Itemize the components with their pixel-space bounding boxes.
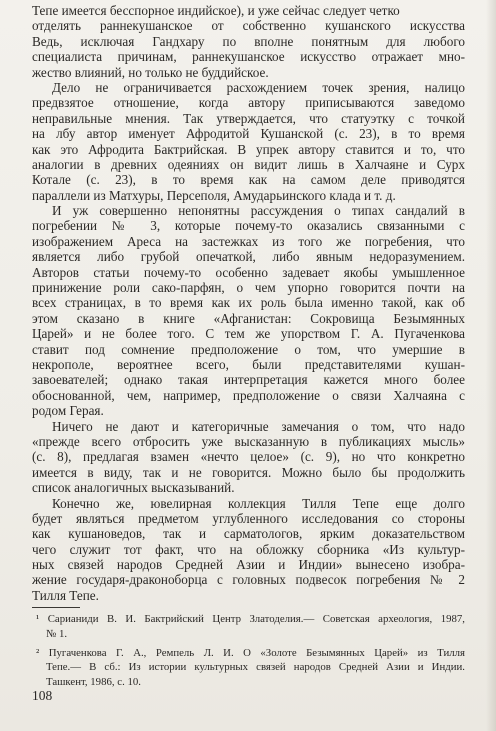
footnote-divider (32, 607, 80, 608)
body-line: Ничего не дают и категоричные замечания о том, что надо (52, 418, 465, 434)
body-line: на лбу автор именует Афродитой Кушанской (с. 23), в то время (32, 126, 465, 142)
body-line: как кушановедов, так и сарматологов, ярким доказательством (32, 526, 465, 542)
body-line: Котале (с. 23), в то время как на самом деле приводятся (32, 172, 465, 188)
body-line: Ведь, исключая Гандхару по вполне понятным для любого (32, 33, 465, 49)
body-line: предвзятое отношение, когда автору приписываются заведомо (32, 95, 465, 111)
body-line: список аналогичных высказываний. (32, 480, 235, 496)
footnote-line: ² Пугаченкова Г. А., Ремпель Л. И. О «Золоте Безымянных Царей» из Тилля (36, 646, 465, 659)
body-line: родом Герая. (32, 403, 104, 419)
body-line: Дело не ограничивается расхождением точек зрения, налицо (52, 79, 465, 95)
body-line: Авторов статьи почему-то особенно задевает якобы умышленное (32, 264, 465, 280)
body-line: (с. 8), предлагая взамен «нечто целое» (с. 9), но что конкретно (32, 449, 465, 465)
body-line: как это Афродита Бактрийская. В упрек автору ставится и то, что (32, 141, 465, 157)
footnote-line: ¹ Сарианиди В. И. Бактрийский Центр Златоделия.— Советская археология, 1987, (36, 613, 465, 625)
body-line: обоснованной, чем, например, предположение о связи Халчаяна с (32, 387, 465, 403)
body-line: всех страницах, в то время как их роль была именно такой, как об (32, 295, 465, 311)
body-line: аналогии в древних одеяниях он видит лишь в Халчаяне и Сурх (32, 156, 465, 172)
footnote-line: Ташкент, 1986, с. 10. (46, 676, 141, 689)
body-line: будет являться предметом углубленного исследования со стороны (32, 510, 465, 526)
body-line: Конечно же, ювелирная коллекция Тилля Тепе еще долго (52, 495, 465, 511)
footnote-line: № 1. (46, 627, 68, 640)
body-line: ных связей народов Средней Азии и Индии» вынесено изобра- (32, 557, 465, 573)
body-line: чего служит тот факт, что на обложку сборника «Из культур- (32, 541, 465, 557)
body-line: Тепе имеется бесспорное индийское), и уже сейчас следует четко (32, 3, 400, 18)
footnote-line: Тепе.— В сб.: Из истории культурных связей народов Средней Азии и Индии. (46, 661, 465, 674)
body-line: погребении № 3, которые почему-то оказались связанными с (32, 218, 465, 234)
footnotes (32, 612, 465, 690)
body-line: изображением Ареса на застежках из того же погребения, что (32, 233, 465, 249)
body-line: специалиста причинам, раннекушанское искусство отражает мно- (32, 49, 465, 65)
body-line: Тилля Тепе. (32, 587, 99, 603)
body-line: является либо грубой опечаткой, либо явным недоразумением. (32, 249, 465, 265)
body-line: ставит под сомнение предположение о том, что умершие в (32, 341, 465, 357)
body-line: Царей» и не более того. С тем же упорством Г. А. Пугаченкова (32, 326, 465, 342)
body-line: этом сказано в книге «Афганистан: Сокровища Безымянных (32, 310, 465, 326)
body-line: некрополе, вероятнее всего, были представителями кушан- (32, 356, 465, 372)
body-line: имеется в виду, так и не говорится. Можно было бы продолжить (32, 464, 465, 480)
body-line: завоевателей; однако такая интерпретация кажется много более (32, 372, 465, 388)
body-line: принижение роли сако-парфян, о чем упорно говорится почти на (32, 280, 465, 296)
body-line: параллели из Матхуры, Персеполя, Амударьинского клада и т. д. (32, 187, 396, 203)
body-text (32, 3, 465, 603)
page-number: 108 (32, 688, 53, 703)
body-line: неправильные мнения. Так утверждается, что статуэтку с точкой (32, 110, 465, 126)
body-line: И уж совершенно непонятны рассуждения о типах сандалий в (52, 203, 465, 219)
body-line: «прежде всего отбросить уже высказанную в публикациях мысль» (32, 433, 465, 449)
body-line: жение государя-драконоборца с головных подвесок погребения № 2 (32, 572, 465, 588)
page-edge-shadow (486, 0, 496, 731)
body-line: жество влияний, но только не буддийское. (32, 64, 269, 80)
body-line: отделять раннекушанское от собственно кушанского искусства (32, 18, 465, 34)
